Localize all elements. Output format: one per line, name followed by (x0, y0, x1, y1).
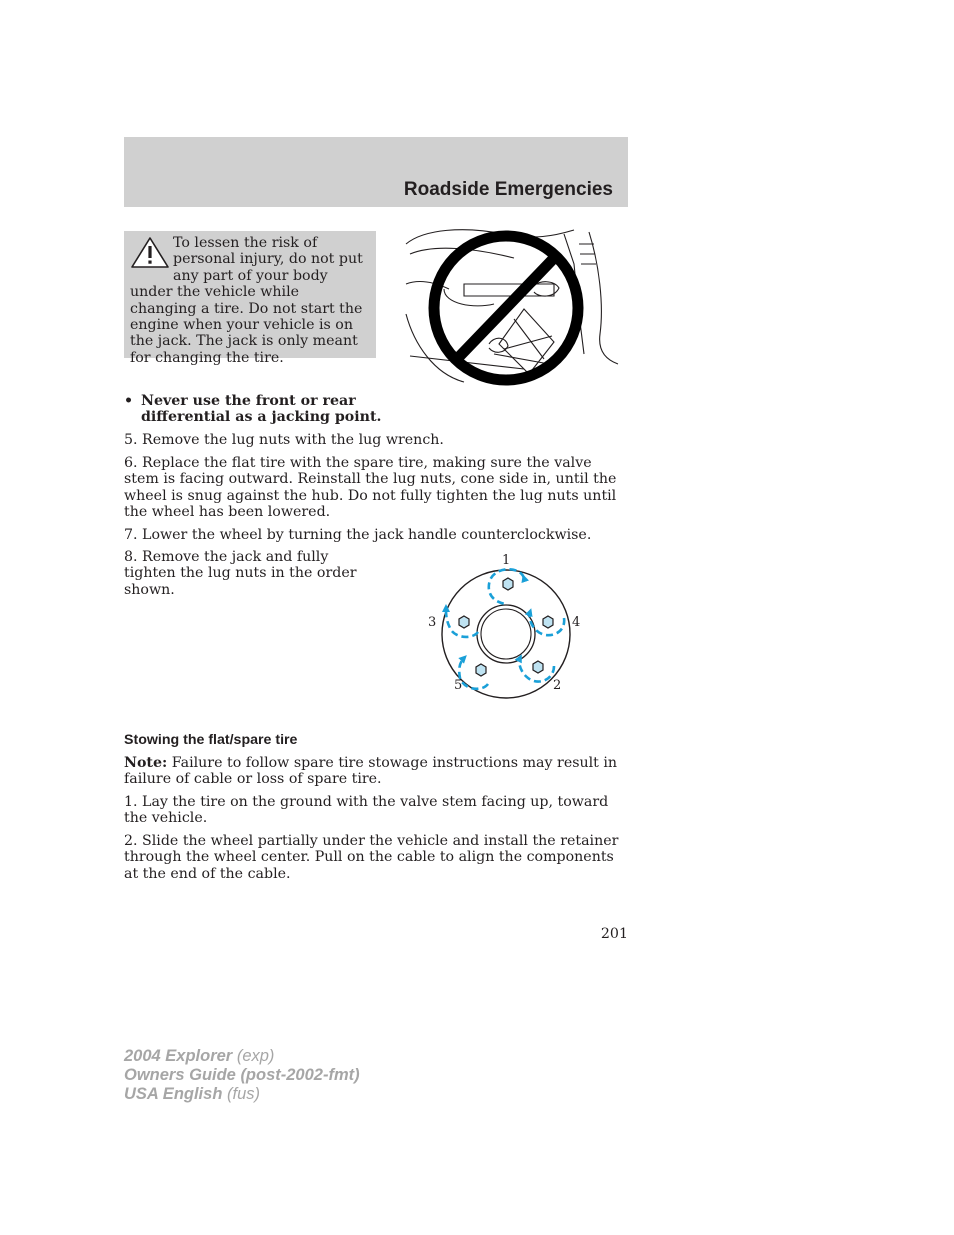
lug-label-5: 5 (454, 678, 463, 693)
step-6: 6. Replace the flat tire with the spare tire, making sure the valve stem is facing outward. Reinstall the lug nuts, cone side in, until the wheel is snug against the hub. Do not fully tighten the lug nuts until the wheel has been lowered. (124, 455, 617, 521)
lug-label-2: 2 (553, 678, 562, 693)
stowing-step-2: 2. Slide the wheel partially under the vehicle and install the retainer through the wheel center. Pull on the cable to align the components at the end of the cable. (124, 833, 619, 882)
warning-box (124, 231, 376, 366)
footer-guide: Owners Guide (post-2002-fmt) (124, 1066, 360, 1084)
warning-triangle-icon (130, 236, 170, 270)
section-title: Roadside Emergencies (403, 179, 613, 200)
lug-nut-4 (543, 616, 553, 628)
page-number: 201 (600, 926, 628, 942)
step-8: 8. Remove the jack and fully tighten the lug nuts in the order shown. (124, 549, 357, 598)
footer-language-code: (fus) (222, 1085, 260, 1103)
stowing-step-1: 1. Lay the tire on the ground with the valve stem facing up, toward the vehicle. (124, 794, 609, 827)
step-5: 5. Remove the lug nuts with the lug wrench. (124, 432, 444, 448)
lug-nut-1 (503, 578, 513, 590)
stowing-heading: Stowing the flat/spare tire (124, 732, 298, 748)
footer-language: USA English (124, 1085, 223, 1103)
lug-nut-3 (459, 616, 469, 628)
note-paragraph (124, 755, 628, 788)
section-header-band (124, 137, 628, 207)
step-7: 7. Lower the wheel by turning the jack handle counterclockwise. (124, 527, 592, 543)
note-text: Failure to follow spare tire stowage instructions may result in failure of cable or loss of spare tire. (124, 755, 618, 788)
warning-text: To lessen the risk of personal injury, do not put any part of your body under the vehicle while changing a tire. Do not start the engine when your vehicle is on the jack. The jack is only meant for changing the tire. (130, 235, 363, 366)
lug-nut-2 (533, 661, 543, 673)
lug-label-3: 3 (428, 615, 437, 630)
footer-model-code: (exp) (232, 1047, 275, 1065)
footer-model: 2004 Explorer (124, 1047, 233, 1065)
jack-prohibited-illustration (404, 224, 620, 386)
lug-label-1: 1 (502, 553, 511, 568)
lug-label-4: 4 (572, 615, 581, 630)
bullet-text: Never use the front or rear differential as a jacking point. (141, 393, 382, 426)
lug-nut-order-diagram (420, 548, 590, 704)
lug-nut-5 (476, 664, 486, 676)
note-label: Note: (124, 755, 168, 771)
footer-doc-info (124, 1047, 360, 1104)
